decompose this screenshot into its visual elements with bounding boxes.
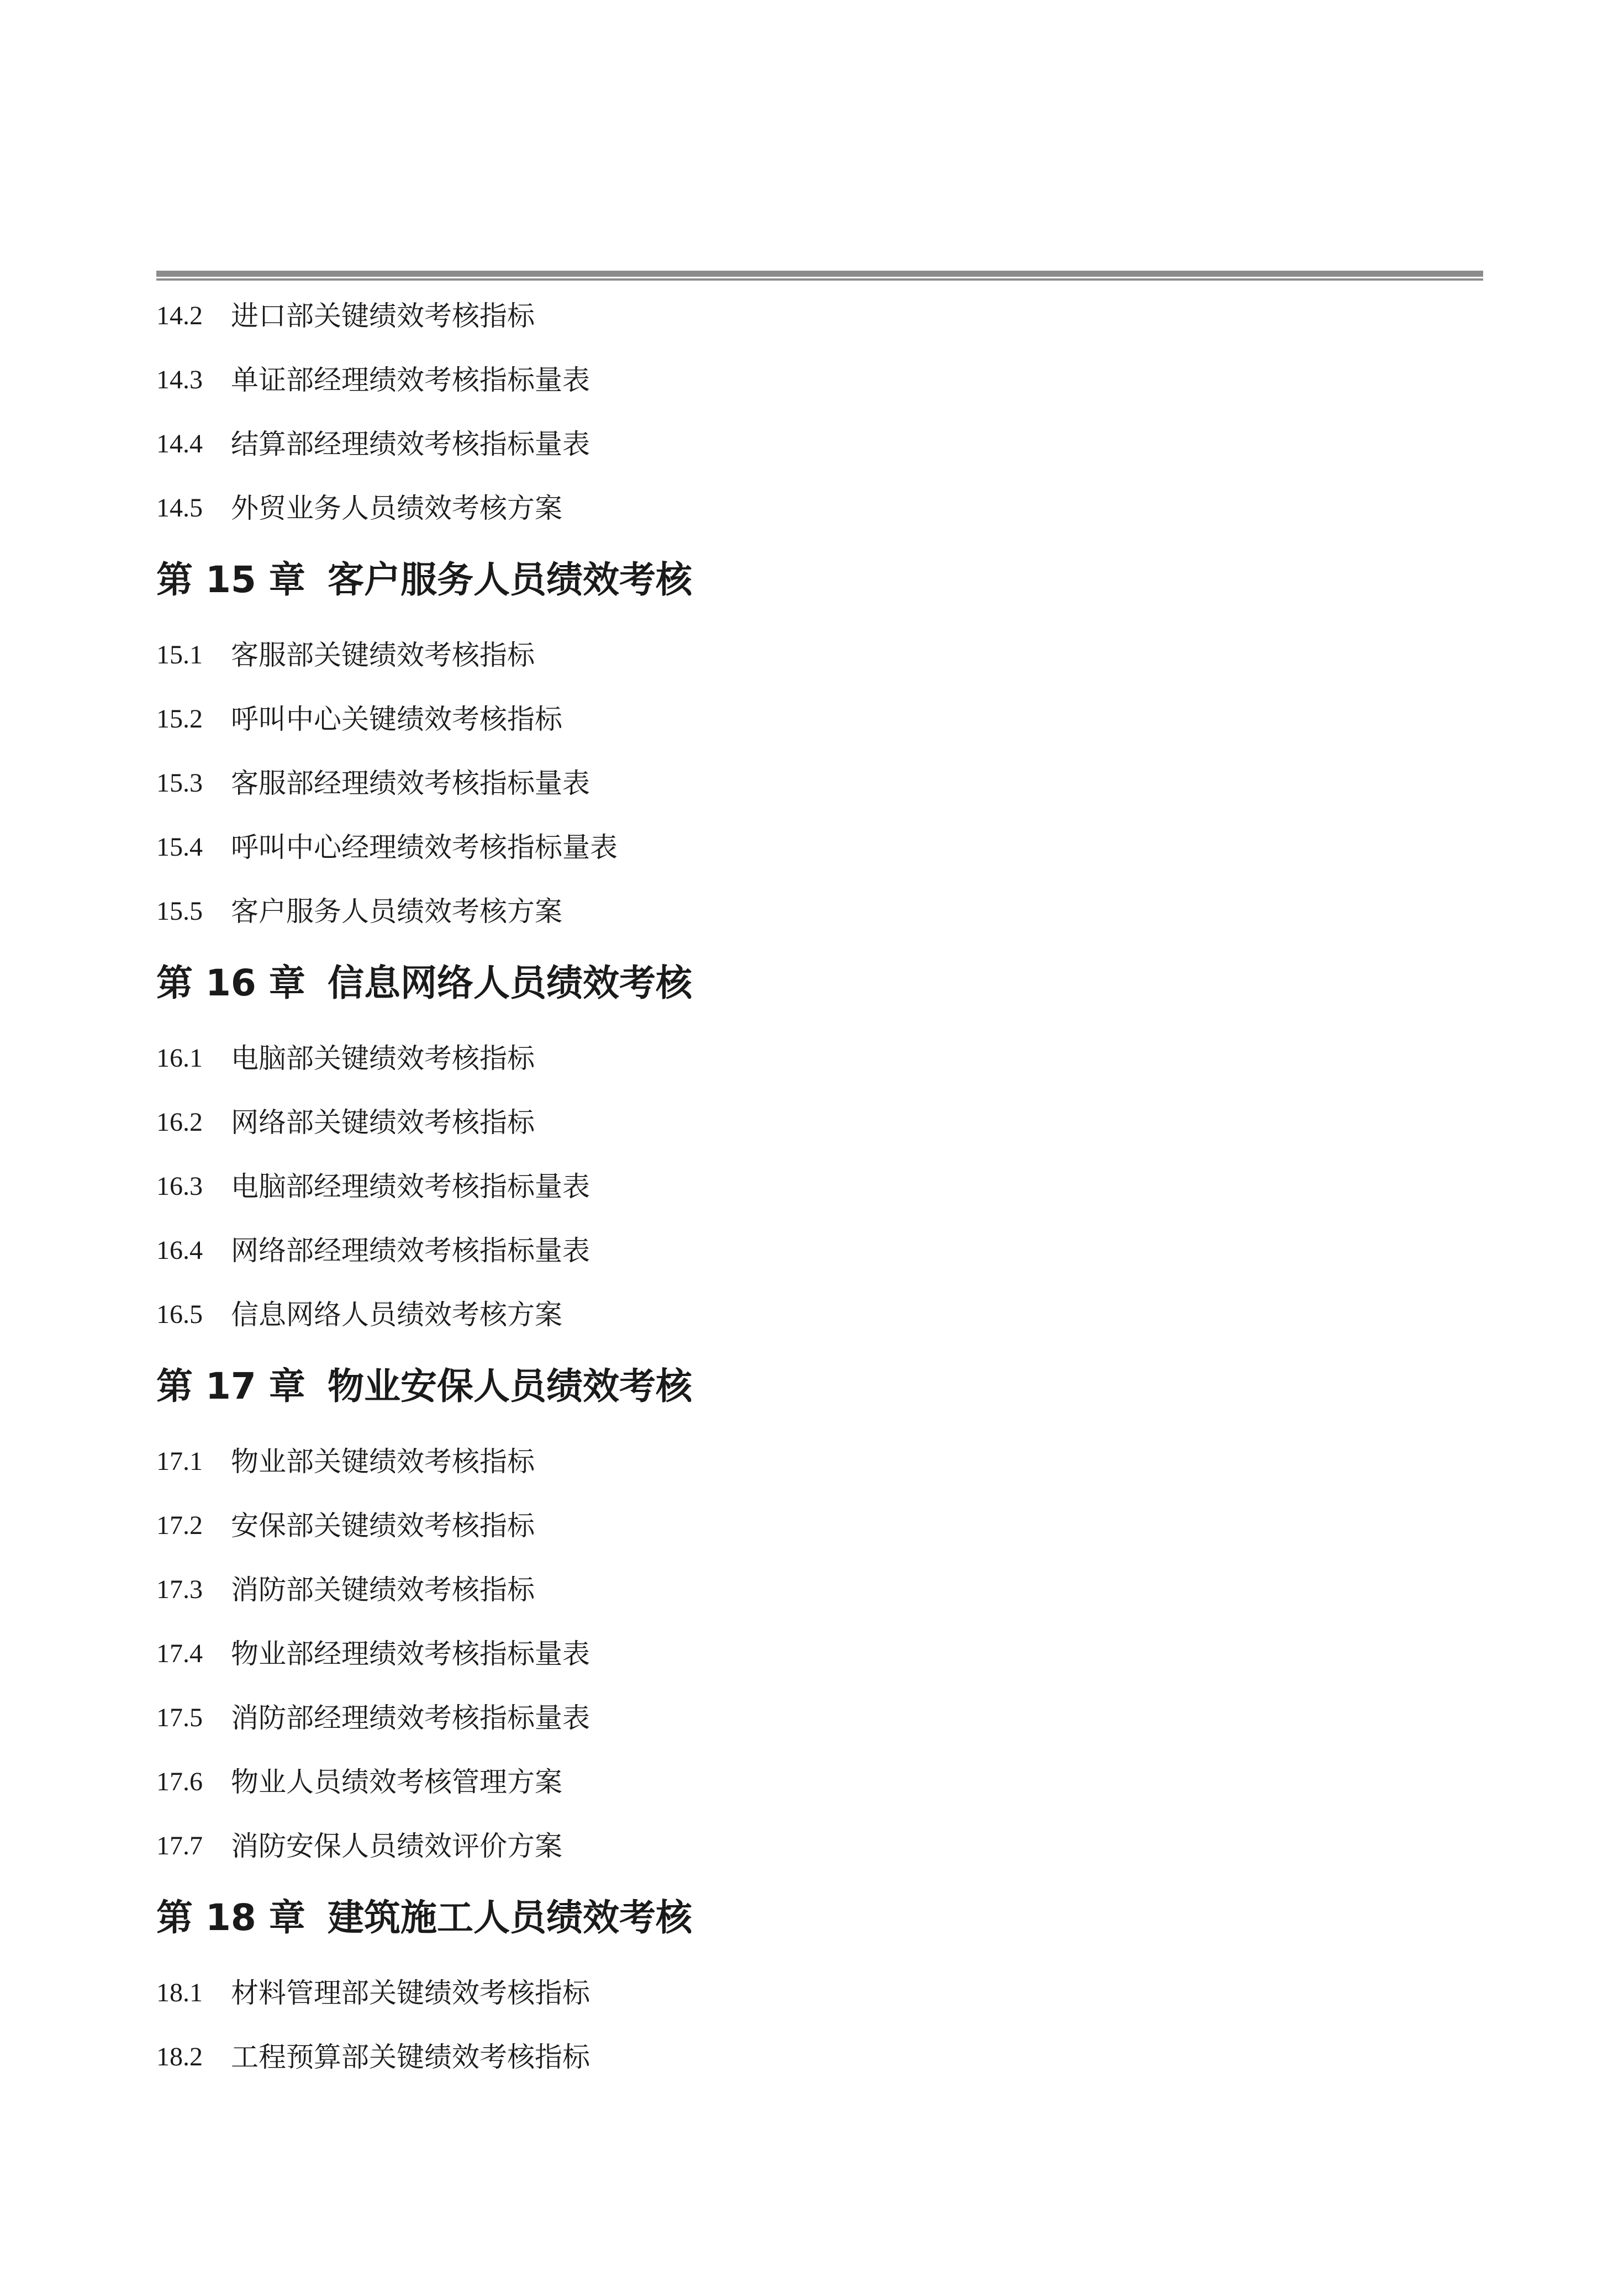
section-title: 消防部经理绩效考核指标量表: [231, 1702, 590, 1734]
section-title: 客服部经理绩效考核指标量表: [231, 767, 590, 799]
chapter-title: 物业安保人员绩效考核: [328, 1365, 692, 1407]
section-title: 呼叫中心关键绩效考核指标: [231, 703, 562, 735]
section-number: 16.5: [156, 1300, 203, 1329]
section-number: 17.7: [156, 1831, 203, 1860]
section-title: 消防部关键绩效考核指标: [231, 1574, 535, 1606]
section-number: 18.2: [156, 2042, 203, 2071]
section-number: 15.5: [156, 897, 203, 926]
section-title: 安保部关键绩效考核指标: [231, 1510, 535, 1542]
section-number: 14.2: [156, 301, 203, 330]
section-number: 14.5: [156, 493, 203, 523]
section-title: 单证部经理绩效考核指标量表: [231, 364, 590, 396]
section-number: 15.2: [156, 704, 203, 734]
section-number: 14.4: [156, 429, 203, 458]
section-number: 15.3: [156, 768, 203, 798]
section-title: 进口部关键绩效考核指标: [231, 300, 535, 332]
section-title: 客服部关键绩效考核指标: [231, 639, 535, 671]
section-number: 16.3: [156, 1172, 203, 1201]
section-number: 16.1: [156, 1043, 203, 1073]
section-title: 结算部经理绩效考核指标量表: [231, 428, 590, 460]
section-number: 17.2: [156, 1511, 203, 1540]
table-of-contents: [156, 0, 1483, 2288]
section-title: 外贸业务人员绩效考核方案: [231, 492, 562, 524]
section-title: 客户服务人员绩效考核方案: [231, 895, 562, 927]
chapter-label: 第 16 章: [156, 962, 305, 1004]
section-title: 电脑部经理绩效考核指标量表: [231, 1171, 590, 1203]
section-title: 信息网络人员绩效考核方案: [231, 1299, 562, 1331]
section-title: 网络部关键绩效考核指标: [231, 1106, 535, 1138]
section-number: 15.1: [156, 640, 203, 669]
section-number: 16.2: [156, 1108, 203, 1137]
section-number: 14.3: [156, 365, 203, 394]
section-number: 17.6: [156, 1767, 203, 1796]
chapter-title: 建筑施工人员绩效考核: [328, 1896, 692, 1939]
section-title: 物业部关键绩效考核指标: [231, 1446, 535, 1478]
section-title: 消防安保人员绩效评价方案: [231, 1830, 562, 1862]
section-number: 17.4: [156, 1639, 203, 1668]
section-title: 材料管理部关键绩效考核指标: [231, 1977, 590, 2009]
chapter-title: 信息网络人员绩效考核: [328, 962, 692, 1004]
chapter-label: 第 18 章: [156, 1896, 305, 1939]
section-title: 网络部经理绩效考核指标量表: [231, 1235, 590, 1267]
chapter-title: 客户服务人员绩效考核: [328, 558, 692, 601]
section-title: 物业人员绩效考核管理方案: [231, 1766, 562, 1798]
section-number: 16.4: [156, 1236, 203, 1265]
section-number: 15.4: [156, 832, 203, 862]
section-title: 电脑部关键绩效考核指标: [231, 1042, 535, 1074]
section-title: 工程预算部关键绩效考核指标: [231, 2041, 590, 2073]
section-title: 物业部经理绩效考核指标量表: [231, 1638, 590, 1670]
chapter-label: 第 17 章: [156, 1365, 305, 1407]
section-title: 呼叫中心经理绩效考核指标量表: [231, 831, 618, 863]
section-number: 17.3: [156, 1575, 203, 1604]
section-number: 17.1: [156, 1447, 203, 1476]
section-number: 17.5: [156, 1703, 203, 1732]
section-number: 18.1: [156, 1978, 203, 2007]
chapter-label: 第 15 章: [156, 558, 305, 601]
